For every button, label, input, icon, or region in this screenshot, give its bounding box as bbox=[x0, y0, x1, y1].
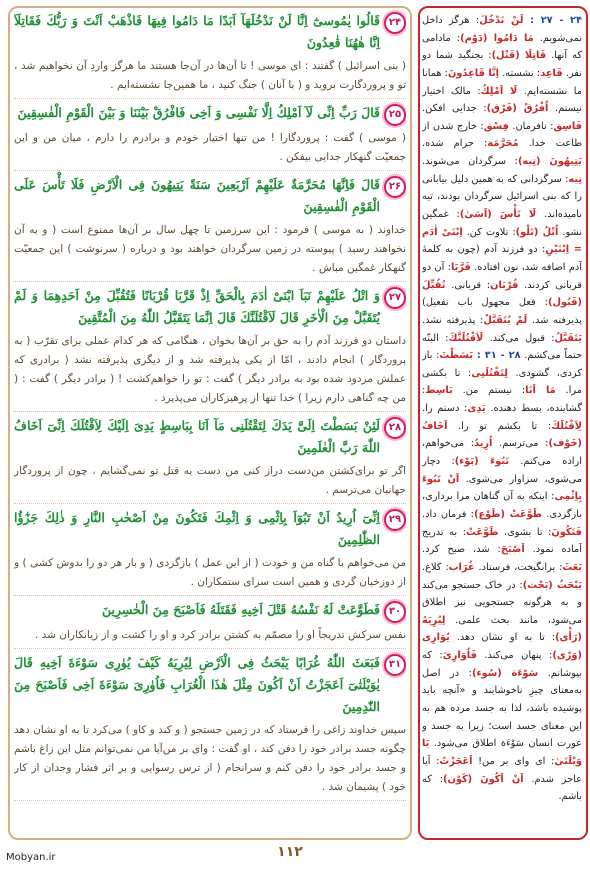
glossary-definition: : غمگین نشو. bbox=[422, 209, 582, 238]
glossary-term: قُرْبَان bbox=[490, 279, 519, 291]
glossary-definition: : به تدریج آماده نمود. bbox=[422, 526, 582, 556]
glossary-definition: : بجنگید شما دو نفر. bbox=[422, 50, 582, 79]
glossary-term: تِيه bbox=[568, 173, 582, 185]
glossary-definition: : سرگردان می‌شوند. bbox=[422, 156, 518, 168]
glossary-term: قَاعِد bbox=[540, 67, 563, 79]
glossary-definition: : دو فرزند آدم (چون به کلمهٔ آدم اضافه شد، نون افتاده. bbox=[422, 244, 582, 273]
verse-arabic-text: قَالُوا يٰمُوسىٰٓ اِنَّا لَنْ نَدْخُلَهَآ اَبَدًا مَا دَامُوا فِيهَا فَاذْهَبْ اَنْتَ وَ رَبُّكَ فَقَاتِلَآ اِنَّا هٰهُنَا قٰعِدُونَ bbox=[14, 13, 380, 50]
verse-translation: ( موسی ) گفت : پروردگارا ! من تنها اختیار خودم و برادرم را دارم ، میان من و این جمعیّت گنهکار جدایی بیفکن . bbox=[14, 129, 406, 171]
glossary-definition: : باز کردی، گشودی. bbox=[422, 350, 582, 379]
verse-arabic-text: قَالَ فَاِنَّهَا مُحَرَّمَةٌ عَلَيْهِمْ اَرْبَعِينَ سَنَةً يَتِيهُونَ فِى الْاَرْضِ فَلَا تَأْسَ عَلَى الْقَوْمِ الْفٰسِقِينَ bbox=[14, 177, 380, 214]
glossary-definition: : نیستم من. bbox=[452, 385, 526, 397]
glossary-definition: : آن دو قربانی کردند. bbox=[422, 261, 582, 291]
glossary-term: قَاتِلَا (قَتْل) bbox=[491, 50, 547, 62]
glossary-term: فِسْق bbox=[483, 120, 509, 132]
glossary-definition: : دستم را. bbox=[422, 403, 468, 415]
glossary-term: فَتَكُونَ bbox=[551, 526, 582, 538]
glossary-definition: : مالک اختیار نیستم. bbox=[422, 85, 582, 115]
glossary-term: تَبُوءَ (بَوْء) bbox=[454, 456, 509, 468]
verse-row bbox=[14, 285, 406, 329]
glossary-term: اُتْلُ (تَلْو) bbox=[515, 226, 559, 238]
glossary-term: اُرِيدُ bbox=[474, 438, 493, 450]
glossary-definition: : نافرمان. bbox=[508, 120, 554, 132]
verse-row bbox=[14, 652, 406, 718]
glossary-text bbox=[422, 12, 582, 806]
glossary-definition: : تا بشوی. bbox=[498, 526, 552, 538]
verse-row bbox=[14, 599, 406, 623]
glossary-term: لِتَقْتُلَنِى bbox=[471, 367, 508, 379]
glossary-term: طَوَّعَتْ bbox=[466, 526, 499, 538]
glossary-term: اُفْرُقْ (فَرْق) bbox=[486, 103, 549, 115]
glossary-definition: : همانا ما نشسته‌ایم. bbox=[422, 67, 582, 97]
glossary-definition: : تا بکشی مرا. bbox=[422, 367, 582, 397]
verse-arabic-text: وَ اتْلُ عَلَيْهِمْ نَبَاَ ابْنَىْ اٰدَمَ بِالْحَقِّ اِذْ قَرَّبَا قُرْبَانًا فَتُقُبِّلَ مِنْ اَحَدِهِمَا وَ لَمْ يُتَقَبَّلْ مِنَ الْاٰخَرِ قَالَ لَاَقْتُلَنَّكَ قَالَ اِنَّمَا يَتَقَبَّلُ اللّٰهُ مِنَ الْمُتَّقِينَ bbox=[14, 288, 380, 325]
glossary-definition: : ای وای بر من! bbox=[472, 755, 555, 767]
glossary-term: اَنْ اَكُونَ (كَوْن) bbox=[443, 773, 524, 785]
glossary-definition: : فرمان داد. bbox=[422, 508, 474, 520]
glossary-term: لَا تَأْسَ (اَسَىٰ) bbox=[459, 209, 537, 221]
glossary-definition: : تا به او نشان دهد. bbox=[449, 632, 556, 644]
glossary-term: يَا وَيْلَتَىٰ bbox=[422, 738, 582, 767]
glossary-term: بَسَطْتَ bbox=[439, 350, 473, 362]
site-label: Mobyan.ir bbox=[6, 852, 56, 863]
glossary-definition: : هرگز داخل نمی‌شویم. bbox=[422, 15, 582, 44]
glossary-term: يَبْحَثُ (بَحْث) bbox=[522, 579, 582, 591]
glossary-term: تُقُبِّلَ (قَبُول) bbox=[422, 279, 582, 309]
verse-translation: داستان دو فرزند آدم را به حق بر آن‌ها بخوان ، هنگامی که هر کدام عملی برای تقرّب ( به پروردگار ) انجام دادند ، امّا از یکی پذیرفته شد و از دیگری پذیرفته نشد ( برادری که عملش مردود شده بود به برادر دیگر ) گفت : تو را خواهم‌کشت ! ( برادر دیگر ) گفت : ( من چه گناهی دارم زیرا ) خدا تنها از پرهیزکاران می‌پذیرد . bbox=[14, 332, 406, 412]
verse-translation: نفس سرکش تدریجاً او را مصمّم به کشتن برادر کرد و او را کشت و از زیانکاران شد . bbox=[14, 626, 406, 649]
verse-number-badge: ۲۴ bbox=[384, 12, 406, 34]
glossary-definition: : گشاینده، بسط دهنده. bbox=[422, 385, 582, 415]
verses-column bbox=[14, 10, 406, 834]
glossary-definition: : کلاغ. bbox=[422, 561, 449, 573]
verse-translation: اگر تو برای‌کشتن من‌دست دراز کنی من دست به قتل تو نمی‌گشایم ، چون از پروردگار جهانیان می‌ترسم . bbox=[14, 462, 406, 504]
glossary-definition: : جدایی افکن. bbox=[422, 103, 487, 115]
glossary-definition: : پذیرفته نشد. bbox=[422, 314, 484, 326]
glossary-term: مَا دَامُوا (دَوْم) bbox=[460, 32, 534, 44]
glossary-definition: : حرام شده. bbox=[422, 138, 488, 150]
glossary-term: غُرَاب bbox=[448, 561, 475, 573]
glossary-definition: : برانگیخت، فرستاد. bbox=[474, 561, 563, 573]
glossary-definition: : که باشم. bbox=[422, 773, 582, 803]
verse-row bbox=[14, 174, 406, 218]
verse-number-badge: ۳۰ bbox=[384, 601, 406, 623]
glossary-term: لِيُرِيَهُ (رَأْى) bbox=[422, 614, 582, 644]
glossary-definition: : قبول می‌کند. bbox=[483, 332, 555, 344]
verse-number-badge: ۲۸ bbox=[384, 417, 406, 439]
glossary-term: اِبْنَىْ اٰدَم = اِبْنَيْنِ bbox=[422, 226, 582, 256]
glossary-term: بَعَثَ bbox=[562, 561, 582, 573]
glossary-definition: : تا بکشم تو را. bbox=[447, 420, 552, 432]
glossary-term: فَاُوَارِىَ bbox=[442, 650, 477, 662]
glossary-range-heading: ۲۴ - ۲۷ : bbox=[523, 15, 582, 26]
verse-arabic-text: فَبَعَثَ اللّٰهُ غُرَابًا يَبْحَثُ فِى الْاَرْضِ لِيُرِيَهُ كَيْفَ يُوٰرِى سَوْءَةَ اَخِيهِ قَالَ يٰوَيْلَتٰىٓ اَعَجَزْتُ اَنْ اَكُونَ مِثْلَ هٰذَا الْغُرَابِ فَاُوٰرِىَ سَوْءَةَ اَخِى فَاَصْبَحَ مِنَ النّٰدِمِينَ bbox=[14, 655, 380, 714]
glossary-definition: : خارج شدن از طاعت خدا. bbox=[422, 120, 582, 150]
glossary-term: لَنْ نَدْخُلَ bbox=[479, 15, 524, 26]
glossary-term: يُوَارِى (وَرْى) bbox=[422, 632, 582, 662]
glossary-term: بَاسِط bbox=[425, 385, 453, 397]
glossary-column bbox=[422, 12, 582, 834]
glossary-definition: : نشسته. bbox=[499, 67, 541, 79]
verse-row bbox=[14, 415, 406, 459]
verse-translation: سپس خداوند زاغی را فرستاد که در زمین جستجو ( و کند و کاو ) می‌کرد تا به او نشان دهد چگونه جسد برادر خود را دفن کند ، او گفت : وای بر من‌آیا من نمی‌توانم مثل این زاغ باشم و جسد برادر خود را دفن کنم و سرانجام ( از ترس رسوایی و بر اثر فشار وجدان از کار خود ) پشیمان شد . bbox=[14, 721, 406, 801]
glossary-term: اَصْبَحَ bbox=[500, 544, 525, 556]
glossary-definition: : که بپوشانم. bbox=[422, 650, 582, 679]
glossary-definition: : پنهان می‌کند. bbox=[476, 650, 553, 662]
verse-number-badge: ۲۹ bbox=[384, 509, 406, 531]
glossary-term: لَاَقْتُلَنَّكَ bbox=[448, 332, 484, 344]
glossary-definition: : شد، صبح کرد. bbox=[422, 544, 501, 556]
glossary-term: لِاَقْتُلَكَ bbox=[551, 420, 582, 432]
glossary-term: اَخَافُ (خَوْف) bbox=[422, 420, 582, 450]
glossary-definition: : مادامی که آنها. bbox=[422, 32, 582, 62]
glossary-term: سَوْءَة (سُوء) bbox=[471, 667, 539, 679]
glossary-term: اِنَّا قَاعِدُونَ bbox=[447, 67, 500, 79]
glossary-definition: : در خاک جستجو می‌کند و به هرگونه جستجویی نیز اطلاق می‌شود، مانند بحث علمی. bbox=[422, 579, 582, 626]
verse-arabic-text: فَطَوَّعَتْ لَهُ نَفْسُهُ قَتْلَ اَخِيهِ فَقَتَلَهُ فَاَصْبَحَ مِنَ الْخٰسِرِينَ bbox=[101, 602, 380, 617]
glossary-definition: : فعل مجهول باب تفعیل) پذیرفته شد. bbox=[422, 297, 582, 326]
verse-translation: خداوند ( به موسی ) فرمود : این سرزمین تا چهل سال بر آن‌ها ممنوع است ( و به آن نخواهند رسید ) پیوسته در زمین سرگردان خواهند بود و درباره ( سرنوشت ) این جمعیّت گنهکار غمگین مباش . bbox=[14, 221, 406, 282]
glossary-range-heading: ۲۸ - ۳۱ : bbox=[472, 350, 521, 362]
verse-number-badge: ۳۱ bbox=[384, 654, 406, 676]
verse-number-badge: ۲۶ bbox=[384, 176, 406, 198]
glossary-definition: : آیا عاجز شدم. bbox=[422, 755, 582, 785]
glossary-term: لَا اَمْلِكُ bbox=[480, 85, 518, 97]
glossary-term: يَدِى bbox=[467, 403, 486, 415]
glossary-definition: : می‌خواهم، اراده می‌کنم. bbox=[422, 438, 582, 468]
verse-arabic-text: اِنِّىٓ اُرِيدُ اَنْ تَبُوٓاَ بِاِثْمِى وَ اِثْمِكَ فَتَكُونَ مِنْ اَصْحٰبِ النَّارِ وَ ذٰلِكَ جَزٰٓؤُا الظّٰلِمِينَ bbox=[14, 510, 380, 547]
verse-translation: ( بنی اسرائیل ) گفتند : ای موسی ! تا آن‌ها در آن‌جا هستند ما هرگز واردِ آن نخواهیم شد ، تو و پروردگارت بروید و ( با آنان ) جنگ کنید ، ما همین‌جا نشسته‌ایم . bbox=[14, 57, 406, 99]
verse-translation: من می‌خواهم با گناه من و خودت ( از این عمل ) بازگردی ( و بار هر دو را بدوش کشی ) و از دوزخیان گردی و همین است سزای ستمکاران . bbox=[14, 554, 406, 596]
page-number: ۱۱۲ bbox=[277, 844, 303, 860]
verse-number-badge: ۲۵ bbox=[384, 104, 406, 126]
glossary-definition: : سرگردانی که به همین دلیل بیابانی را که بنی اسرائیل سرگردان بودند، تیه نامیده‌اند. bbox=[422, 173, 582, 221]
verse-number-badge: ۲۷ bbox=[384, 287, 406, 309]
glossary-definition: : البتّه حتماً می‌کشم. bbox=[422, 332, 582, 362]
verse-arabic-text: قَالَ رَبِّ اِنِّى لَآ اَمْلِكُ اِلَّا نَفْسِى وَ اَخِى فَافْرُقْ بَيْنَنَا وَ بَيْنَ الْقَوْمِ الْفٰسِقِينَ bbox=[17, 105, 380, 120]
glossary-term: طَوَّعَتْ (طَوْع) bbox=[473, 508, 543, 520]
glossary-definition: : اینکه به آن گناهان مرا برداری، بازگردی. bbox=[422, 491, 582, 520]
glossary-definition: : قربانی. bbox=[445, 279, 491, 291]
glossary-term: يَتِيهُونَ (تِيه) bbox=[517, 156, 582, 168]
glossary-term: لَمْ يُتَقَبَّلْ bbox=[483, 314, 528, 326]
glossary-term: مُحَرَّمَة bbox=[487, 138, 519, 150]
verse-row bbox=[14, 102, 406, 126]
glossary-term: فَاسِق bbox=[553, 120, 582, 132]
glossary-term: اَنْ تَبُوءَ بِاِثْمِى bbox=[422, 473, 582, 503]
glossary-term: اَعَجَزْتُ bbox=[439, 755, 473, 767]
verse-row bbox=[14, 10, 406, 54]
verse-arabic-text: لَئِنْ بَسَطْتَ اِلَىَّ يَدَكَ لِتَقْتُلَنِى مَآ اَنَا بِبَاسِطٍ يَدِىَ اِلَيْكَ لِاَقْتُلَكَ اِنِّىٓ اَخَافُ اللّٰهَ رَبَّ الْعٰلَمِينَ bbox=[14, 418, 380, 455]
glossary-definition: : تلاوت کن. bbox=[462, 226, 516, 238]
glossary-definition: : می‌ترسم. bbox=[492, 438, 549, 450]
verse-row bbox=[14, 507, 406, 551]
glossary-definition: : دچار می‌شوی، سزاوار می‌شوی. bbox=[422, 456, 582, 485]
glossary-term: مَا اَنَا bbox=[525, 385, 556, 397]
glossary-term: قَرَّبَا bbox=[450, 261, 471, 273]
glossary-term: يَتَقَبَّلُ bbox=[554, 332, 582, 344]
glossary-definition: : در اصل به‌معنای چیزِ ناخوشایند و «آنچه باید پوشیده باشد، لذا به جسد مرده هم به این معنای جسد است؛ زیرا به جسد و عورت انسان سَوْءَة اطلاق می‌شود. bbox=[422, 667, 582, 750]
